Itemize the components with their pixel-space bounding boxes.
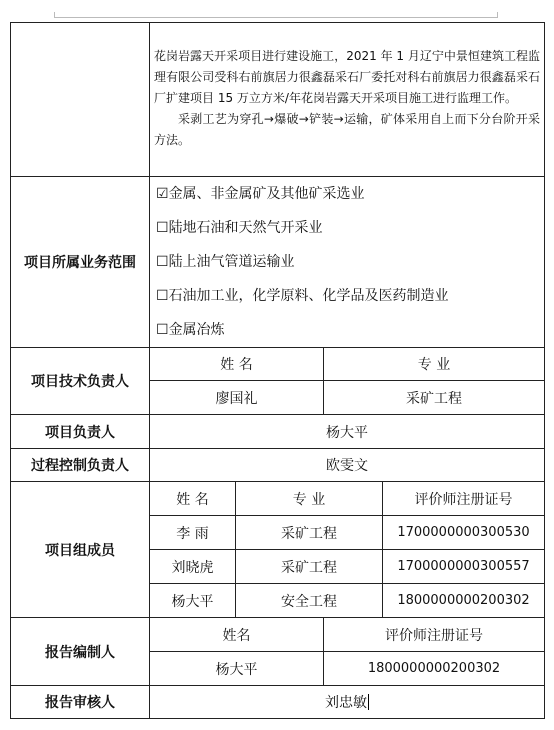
team-member-major: 安全工程 [236,584,383,618]
report-author-cert-header: 评价师注册证号 [324,618,545,652]
project-lead-row [11,415,545,449]
checkbox-icon: ☐ [156,220,169,236]
text-cursor [368,694,369,710]
checkbox-icon: ☐ [156,322,169,338]
report-reviewer-value: 刘忠敏 [325,695,367,711]
description-row [11,23,545,177]
project-lead-label: 项目负责人 [11,415,150,449]
scope-option-petroleum-chemical[interactable]: ☐石油加工业，化学原料、化学品及医药制造业 [156,288,449,304]
team-member-cert: 1700000000300530 [383,516,545,550]
business-scope-row [11,177,545,348]
scope-option-metal-mining[interactable]: ☑金属、非金属矿及其他矿采选业 [156,186,365,202]
team-member-name: 刘晓虎 [150,550,236,584]
process-control-value: 欧雯文 [150,449,545,482]
tech-lead-major-header: 专 业 [324,348,545,381]
tech-lead-name-header: 姓 名 [150,348,324,381]
team-label: 项目组成员 [11,482,150,618]
business-scope-label: 项目所属业务范围 [11,177,150,348]
margin-tick-right [497,12,498,18]
scope-option-metal-smelting[interactable]: ☐金属冶炼 [156,322,225,338]
description-cell [150,23,545,177]
top-margin-line [54,17,498,18]
team-member-major: 采矿工程 [236,516,383,550]
report-reviewer-cell[interactable] [150,686,545,719]
process-control-label: 过程控制负责人 [11,449,150,482]
team-member-major: 采矿工程 [236,550,383,584]
team-header-name: 姓 名 [150,482,236,516]
report-author-label: 报告编制人 [11,618,150,686]
description-paragraph-2: 采剥工艺为穿孔→爆破→铲装→运输，矿体采用自上而下分台阶开采方法。 [154,112,541,147]
checked-box-icon: ☑ [156,186,169,202]
process-control-row [11,449,545,482]
report-author-cert: 1800000000200302 [324,652,545,686]
checkbox-icon: ☐ [156,288,169,304]
scope-option-pipeline[interactable]: ☐陆上油气管道运输业 [156,254,295,270]
project-lead-value: 杨大平 [150,415,545,449]
tech-lead-header-row [11,348,545,381]
business-scope-options [150,177,545,348]
report-author-name: 杨大平 [150,652,324,686]
team-member-name: 李 雨 [150,516,236,550]
project-info-table [10,22,545,719]
tech-lead-label: 项目技术负责人 [11,348,150,415]
team-member-cert: 1800000000200302 [383,584,545,618]
team-header-row [11,482,545,516]
scope-option-oil-gas-extraction[interactable]: ☐陆地石油和天然气开采业 [156,220,323,236]
team-header-major: 专 业 [236,482,383,516]
checkbox-icon: ☐ [156,254,169,270]
description-paragraph-1: 花岗岩露天开采项目进行建设施工，2021 年 1 月辽宁中景恒建筑工程监理有限公司受科右前旗居力很鑫磊采石厂委托对科右前旗居力很鑫磊采石厂扩建项目 15 万立方米/年花岗岩露天开采项目施工进行监理工作。 [154,49,541,105]
team-member-cert: 1700000000300557 [383,550,545,584]
margin-tick-left [54,12,55,18]
report-reviewer-label: 报告审核人 [11,686,150,719]
report-reviewer-row [11,686,545,719]
team-header-cert: 评价师注册证号 [383,482,545,516]
report-author-header-row [11,618,545,652]
report-author-name-header: 姓名 [150,618,324,652]
tech-lead-name: 廖国礼 [150,381,324,415]
team-member-name: 杨大平 [150,584,236,618]
tech-lead-major: 采矿工程 [324,381,545,415]
description-label-cell [11,23,150,177]
